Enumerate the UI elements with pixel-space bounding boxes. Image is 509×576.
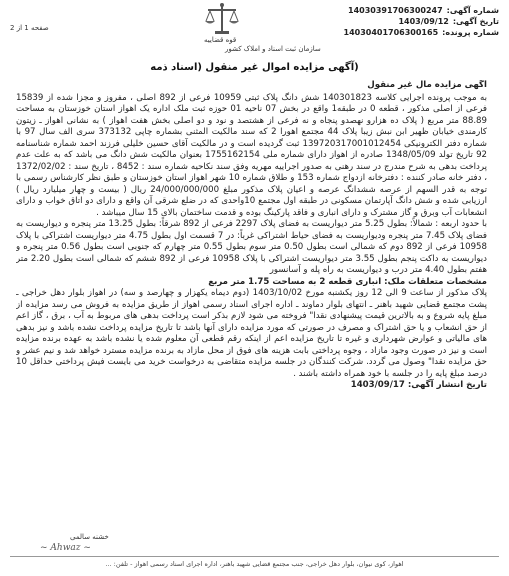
judiciary-label: قوه قضاییه xyxy=(204,36,237,44)
handwritten-signature: ~ Ahwaz ~ xyxy=(40,543,91,553)
publication-date: تاریخ انتشار آگهی: 1403/09/17 xyxy=(350,380,487,390)
meta-value: 1403/09/12 xyxy=(398,17,449,26)
body-paragraph-appurtenances: مشخصات متعلقات ملک: انباری قطعه 2 به مساحت 1.75 متر مربع xyxy=(208,276,487,287)
organization-name: سازمان ثبت اسناد و املاک کشور xyxy=(225,45,321,53)
meta-label: شماره آگهی: xyxy=(446,6,499,15)
meta-label: تاریخ آگهی: xyxy=(452,17,499,26)
page-number: صفحه 1 از 2 xyxy=(10,24,49,32)
meta-value: 14030391706300247 xyxy=(348,6,443,15)
meta-value: 14030401706300165 xyxy=(343,28,439,37)
letterhead xyxy=(0,0,509,58)
body-lead: آگهی مزایده مال غیر منقول xyxy=(367,80,487,90)
footer-divider xyxy=(10,556,499,557)
notice-number-row xyxy=(329,5,499,16)
body-paragraph-auction-terms: پلاک مذکور از ساعت 9 الی 12 روز یکشنبه مورخ 1403/10/02 (دوم دیماه یکهزار و چهارصد و سه) در اهواز بلوار دهل خراجی ـ پشت مجتمع قضایی شهید باهنر ـ انتهای بلوار دماوند ـ اداره اجرای اسناد رسمی اهواز از طریق مزایده به فروش می رسد مزایده از مبلغ پایه شروع و به بالاترین قیمت پیشنهادی نقدا" فروخته می شود لازم بذکر است پرداخت بدهی های مربوط به آب ، برق ، گاز اعم از حق انشعاب و یا حق اشتراک و مصرف در صورتی که مورد مزایده دارای آنها باشد تا تاریخ مزایده پرداخت نشده باشد و نیز بدهی های مالیاتی و عوارض شهرداری و غیره تا تاریخ مزایده اعم از اینکه رقم قطعی آن معلوم شده یا نشده باشد به عهده برنده مزایده است و نیز در صورت وجود مازاد ، وجوه پرداختی بابت هزینه های فوق از محل مازاد به برنده مزایده مسترد خواهد شد و نیم عشر و حق مزایده نقدا" وصول می گردد. شرکت کنندگان در جلسه مزایده متقاضی به درخواست خرید می بایست فیش پرداختی حداقل 10 درصد مبلغ پایه را در جلسه با خود همراه داشته باشند . xyxy=(16,288,487,379)
notice-meta xyxy=(329,5,499,38)
body-paragraph-boundaries: با حدود اربعه : شمالاً: بطول 5.25 متر دیواریست به فضای پلاک 2297 فرعی از 892 شرقاً: بطول 13.25 متر پنجره و دیواریست به فضای پلاک 7.45 متر پنجره ودیواریست به فضای حیاط اشتراکی غرباً: در 7 قسمت اول بطول 4.75 متر دیواریست اشتراکی با پلاک 10958 فرعی از 892 دوم که شمالی است بطول 0.50 متر سوم بطول 0.55 متر چهارم که جنوبی است بطول 0.56 متر پنجره و دیواریست به داکت پنجم بطول 3.55 متر دیواریست اشتراکی با پلاک 10958 فرعی از 892 ششم که شمالی است بطول 2.20 متر هفتم بطول 4.40 متر درب و دیواریست به راه پله و آسانسور xyxy=(16,219,487,275)
body-paragraph-property: به موجب پرونده اجرایی کلاسه 140301823 شش دانگ پلاک ثبتی 10959 فرعی از 892 اصلی ، مفروز و مجزا شده از 15839 فرعی از اصلی مذکور ، قطعه 0 در طبقه1 واقع در بخش 07 ناحیه 01 حوزه ثبت ملک اداره یک اهواز استان خوزستان به مساحت 88.89 متر مربع ( پلاک ده هزارو نهصدو پنجاه و نه فرعی از هشتصد و نود و دو اصلی بخش هفت اهواز ) به نشانی اهواز ـ زیتون کارمندی خیابان ظهیر ابن نبش زیبا پلاک 44 مجتمع اهورا 2 که سند مالکیت المثنی بشماره چاپی 373132 سری الف سال 97 با شماره دفتر الکترونیکی 139720317001012454 ثبت گردیده است و در مالکیت آقای حسین خلیلی فرزند احمد شماره شناسنامه 92 تاریخ تولد 1348/05/09 صادره از اهواز دارای شماره ملی 1755162154 بعنوان مالکیت شش دانگ می باشد که به علت عدم پرداخت بدهی به شرح مندرج در سند رهنی به صدور اجراییه مهریه وفق سند نکاحیه شماره سند : 8452 ، تاریخ سند : 1372/02/02 ، دفتر خانه صادر کننده : دفترخانه ازدواج شماره 153 و طلاق شماره 10 شهر اهواز استان خوزستان و طبق نظر کارشناس رسمی با توجه به قدر السهم از عرصه ششدانگ عرصه و اعیان پلاک مذکور مبلغ 24/000/000/000 ریال ( بیست و چهار میلیارد ریال ) ارزیابی شده و شش دانگ آپارتمان مسکونی در طبقه اول مجتمع 10واحدی که در ضلع شرقی آن واقع و دارای دو اتاق خواب و دارای انشعابات آب وبرق و گاز مشترک و دارای انباری و فاقد پارکینگ بوده و قدمت ساختمان بالای 15 سال میباشد . xyxy=(16,92,487,218)
notice-date-row xyxy=(329,16,499,27)
meta-label: شماره پرونده: xyxy=(442,28,499,37)
document-title: (آگهی مزایده اموال غیر منقول (اسناد ذمه xyxy=(150,62,359,73)
judiciary-emblem-icon xyxy=(200,2,244,36)
signoff-name: خشنه سالمی xyxy=(70,533,109,541)
notice-body xyxy=(16,80,487,500)
footer-address: اهواز، کوی نیوان، بلوار دهل خراجی، جنب مجتمع قضایی شهید باهنر، اداره اجرای اسناد رسمی اهواز - تلفن: ... xyxy=(105,560,404,568)
case-number-row xyxy=(329,27,499,38)
